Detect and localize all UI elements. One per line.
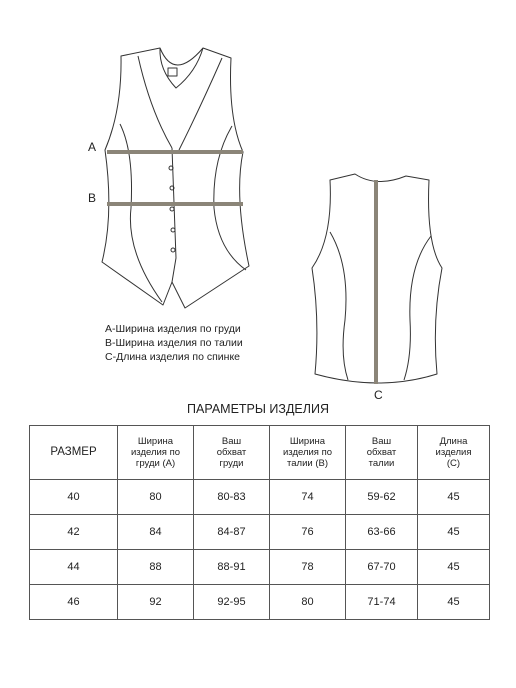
cell-chest-width: 92 xyxy=(118,585,194,620)
table-row xyxy=(30,515,490,550)
vest-front-lapel-left xyxy=(138,56,172,148)
header-your-waist: Ваш обхват талии xyxy=(346,426,418,480)
size-table xyxy=(29,425,490,620)
table-title: ПАРАМЕТРЫ ИЗДЕЛИЯ xyxy=(187,402,329,416)
label-b: B xyxy=(88,191,97,205)
cell-size: 44 xyxy=(30,550,118,585)
header-length: Длина изделия (С) xyxy=(418,426,490,480)
vest-front-drawing xyxy=(102,48,249,308)
cell-your-waist: 59-62 xyxy=(346,480,418,515)
measurement-legend xyxy=(105,322,243,364)
cell-length: 45 xyxy=(418,515,490,550)
button xyxy=(171,248,175,252)
cell-your-chest: 80-83 xyxy=(194,480,270,515)
cell-your-waist: 63-66 xyxy=(346,515,418,550)
cell-size: 42 xyxy=(30,515,118,550)
vest-front-lapel-right xyxy=(179,58,222,150)
button xyxy=(170,207,174,211)
vest-front-tag xyxy=(168,68,177,76)
cell-your-chest: 88-91 xyxy=(194,550,270,585)
cell-your-waist: 67-70 xyxy=(346,550,418,585)
cell-length: 45 xyxy=(418,480,490,515)
label-a: A xyxy=(88,140,97,154)
header-waist-width: Ширина изделия по талии (В) xyxy=(270,426,346,480)
cell-waist-width: 76 xyxy=(270,515,346,550)
cell-chest-width: 88 xyxy=(118,550,194,585)
cell-size: 46 xyxy=(30,585,118,620)
cell-your-waist: 71-74 xyxy=(346,585,418,620)
label-c: C xyxy=(374,388,383,402)
cell-size: 40 xyxy=(30,480,118,515)
cell-waist-width: 78 xyxy=(270,550,346,585)
vest-front-neck-inner xyxy=(160,48,203,88)
vest-back-seam-right xyxy=(404,236,431,380)
cell-chest-width: 84 xyxy=(118,515,194,550)
cell-waist-width: 74 xyxy=(270,480,346,515)
header-size: РАЗМЕР xyxy=(30,426,118,480)
legend-item-b: B-Ширина изделия по талии xyxy=(105,337,243,349)
button xyxy=(171,228,175,232)
cell-waist-width: 80 xyxy=(270,585,346,620)
header-chest-width: Ширина изделия по груди (А) xyxy=(118,426,194,480)
cell-length: 45 xyxy=(418,585,490,620)
header-your-chest: Ваш обхват груди xyxy=(194,426,270,480)
table-row xyxy=(30,550,490,585)
table-row xyxy=(30,480,490,515)
cell-chest-width: 80 xyxy=(118,480,194,515)
legend-item-c: C-Длина изделия по спинке xyxy=(105,351,240,363)
table-header-row xyxy=(30,426,490,480)
table-row xyxy=(30,585,490,620)
cell-your-chest: 92-95 xyxy=(194,585,270,620)
cell-length: 45 xyxy=(418,550,490,585)
vest-back-seam-left xyxy=(330,232,348,380)
legend-item-a: A-Ширина изделия по груди xyxy=(105,323,241,335)
cell-your-chest: 84-87 xyxy=(194,515,270,550)
